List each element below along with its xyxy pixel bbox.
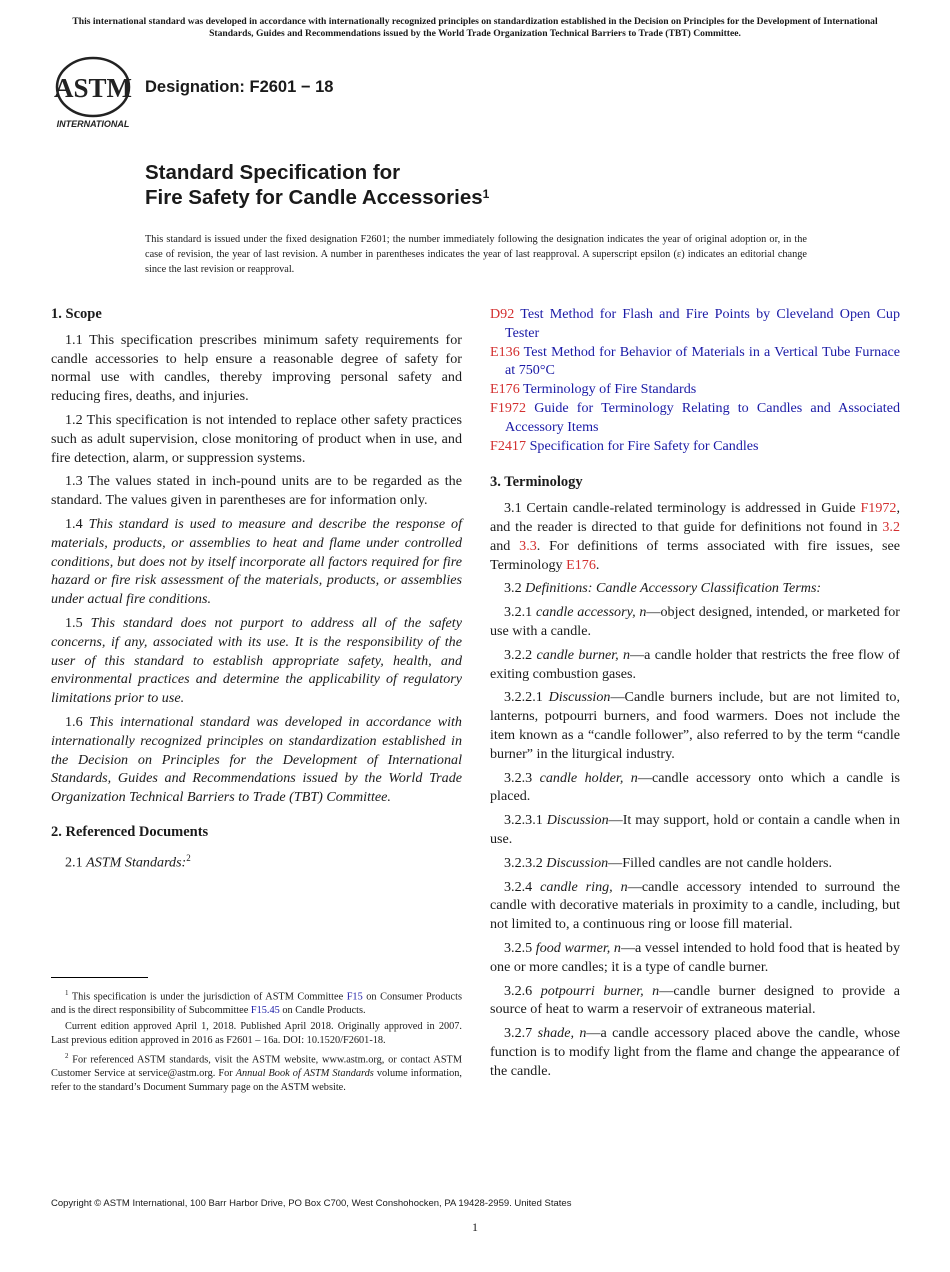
definition-item: 3.2.5 food warmer, n—a vessel intended to hold food that is heated by one or more candles; it is a type of candle burner. (490, 939, 900, 975)
title-line-2: Fire Safety for Candle Accessories$^1$ (145, 186, 490, 209)
footnote-divider (51, 977, 148, 978)
logo-subtext: INTERNATIONAL (56, 119, 130, 129)
link-3-3[interactable]: 3.3 (519, 537, 537, 554)
paragraph-1-4: 1.4 This standard is used to measure and describe the response of materials, products, or assemblies to heat and flame under controlled conditions, but does not by itself incorporate all factors required for fire hazard or fire risk assessment of the materials, products, or assemblies under actual fire conditions. (51, 515, 462, 608)
paragraph-3-2: 3.2 Definitions: Candle Accessory Classification Terms: (504, 580, 822, 597)
definition-item: 3.2.4 candle ring, n—candle accessory intended to surround the candle with decorative materials in proximity to a candle, including, but not limited to, a continuous ring or loose fill material. (490, 878, 900, 933)
top-notice: This international standard was developed in accordance with internationally recognized principles on standardization established in the Decision on Principles for the Development of International Standards, Guides and Recommendations issued by the World Trade Organization Technical Barriers to Trade (TBT) Committee. (72, 16, 878, 39)
issued-note: This standard is issued under the fixed designation F2601; the number immediately following the designation indicates the year of original adoption or, in the case of revision, the year of last revision. A number in parentheses indicates the year of last reapproval. A superscript epsilon (ε) indicates an editorial change since the last revision or reapproval. (145, 234, 807, 275)
right-column (490, 305, 900, 1085)
section-heading-referenced: 2. Referenced Documents (51, 823, 209, 840)
copyright: Copyright © ASTM International, 100 Barr Harbor Drive, PO Box C700, West Conshohocken, PA 19428-2959. United States (51, 1198, 572, 1209)
section-heading-terminology: 3. Terminology (490, 474, 583, 491)
definition-item: 3.2.6 potpourri burner, n—candle burner designed to provide a source of heat to warm a reservoir of extraneous material. (490, 982, 900, 1018)
definition-item: 3.2.3 candle holder, n—candle accessory onto which a candle is placed. (490, 769, 900, 805)
footnote-1-edition: Current edition approved April 1, 2018. Published April 2018. Originally approved in 2007. Last previous edition approved in 2016 as F2601 – 16a. DOI: 10.1520/F2601-18. (51, 1021, 462, 1046)
footnotes (51, 987, 462, 1096)
page-number: 1 (472, 1220, 478, 1234)
page-title (145, 160, 489, 210)
link-f15[interactable]: F15 (346, 991, 363, 1003)
definition-item: 3.2.1 candle accessory, n—object designed, intended, or marketed for use with a candle. (490, 604, 900, 639)
paragraph-1-6: 1.6 This international standard was developed in accordance with internationally recognized principles on standardization established in the Decision on Principles for the Development of International Standards, Guides and Recommendations issued by the World Trade Organization Technical Barriers to Trade (TBT) Committee. (51, 713, 462, 806)
link-f15-45[interactable]: F15.45 (250, 1005, 280, 1017)
footnote-2: $^2$ For referenced ASTM standards, visit the ASTM website, www.astm.org, or contact ASTM Customer Service at service@astm.org. For Annual Book of ASTM Standards volume information, refer to the standard’s Document Summary page on the ASTM website. (51, 1051, 462, 1093)
left-column (51, 305, 462, 877)
designation: Designation: F2601 − 18 (145, 78, 334, 96)
link-f1972[interactable]: F1972 (860, 500, 897, 517)
reference-item[interactable]: F2417 Specification for Fire Safety for Candles (490, 437, 759, 454)
paragraph-3-1: 3.1 Certain candle-related terminology is addressed in Guide F1972, and the reader is directed to that guide for definitions not found in 3.2 and 3.3. For definitions of terms associated with fire issues, see Terminology E176. (490, 500, 900, 573)
link-e176[interactable]: E176 (566, 556, 596, 573)
definition-item: 3.2.3.2 Discussion—Filled candles are not candle holders. (504, 854, 833, 871)
definition-item: 3.2.2.1 Discussion—Candle burners include, but are not limited to, lanterns, potpourri burners, and food warmers. Does not include the item known as a “candle follower”, also referred to by the term “candle burner” in the liturgical industry. (490, 689, 900, 762)
footnote-1: $^1$ This specification is under the jurisdiction of ASTM Committee F15 on Consumer Products and is the direct responsibility of Subcommittee F15.45 on Candle Products. (51, 989, 462, 1017)
paragraph-1-5: 1.5 This standard does not purport to address all of the safety concerns, if any, associated with its use. It is the responsibility of the user of this standard to establish appropriate safety, health, and environmental practices and determine the applicability of regulatory limitations prior to use. (51, 614, 462, 707)
astm-logo (52, 55, 134, 131)
title-footnote-ref[interactable]: 1 (482, 187, 490, 201)
definition-item: 3.2.2 candle burner, n—a candle holder that restricts the free flow of exiting combustion gases. (490, 646, 900, 682)
definition-item: 3.2.3.1 Discussion—It may support, hold or contain a candle when in use. (490, 812, 900, 847)
reference-item[interactable]: E136 Test Method for Behavior of Materials in a Vertical Tube Furnace at 750°C (490, 343, 900, 379)
reference-item[interactable]: D92 Test Method for Flash and Fire Points by Cleveland Open Cup Tester (490, 306, 900, 341)
paragraph-1-2: 1.2 This specification is not intended to replace other safety practices such as adult supervision, close monitoring of product when in use, and fire detection, alarm, or suppression systems. (51, 411, 462, 466)
paragraph-2-1: 2.1 ASTM Standards:$^2$ (65, 852, 191, 871)
section-heading-scope: 1. Scope (51, 306, 102, 322)
logo-text: ASTM (53, 73, 133, 103)
paragraph-1-3: 1.3 The values stated in inch-pound units are to be regarded as the standard. The values given in parentheses are for information only. (51, 473, 462, 509)
title-line-1: Standard Specification for (145, 161, 401, 184)
footnote-ref-2[interactable]: 2 (186, 852, 191, 863)
paragraph-1-1: 1.1 This specification prescribes minimum safety requirements for candle accessories to help ensure a reasonable degree of safety for normal use with candles, thereby improving personal safety and reducing fires, deaths, and injuries. (51, 331, 462, 405)
link-3-2[interactable]: 3.2 (882, 518, 900, 535)
definition-item: 3.2.7 shade, n—a candle accessory placed above the candle, whose function is to modify light from the flame and change the appearance of the candle. (490, 1025, 900, 1079)
reference-item[interactable]: E176 Terminology of Fire Standards (490, 381, 697, 398)
reference-item[interactable]: F1972 Guide for Terminology Relating to Candles and Associated Accessory Items (490, 399, 900, 435)
reference-list (490, 305, 900, 455)
